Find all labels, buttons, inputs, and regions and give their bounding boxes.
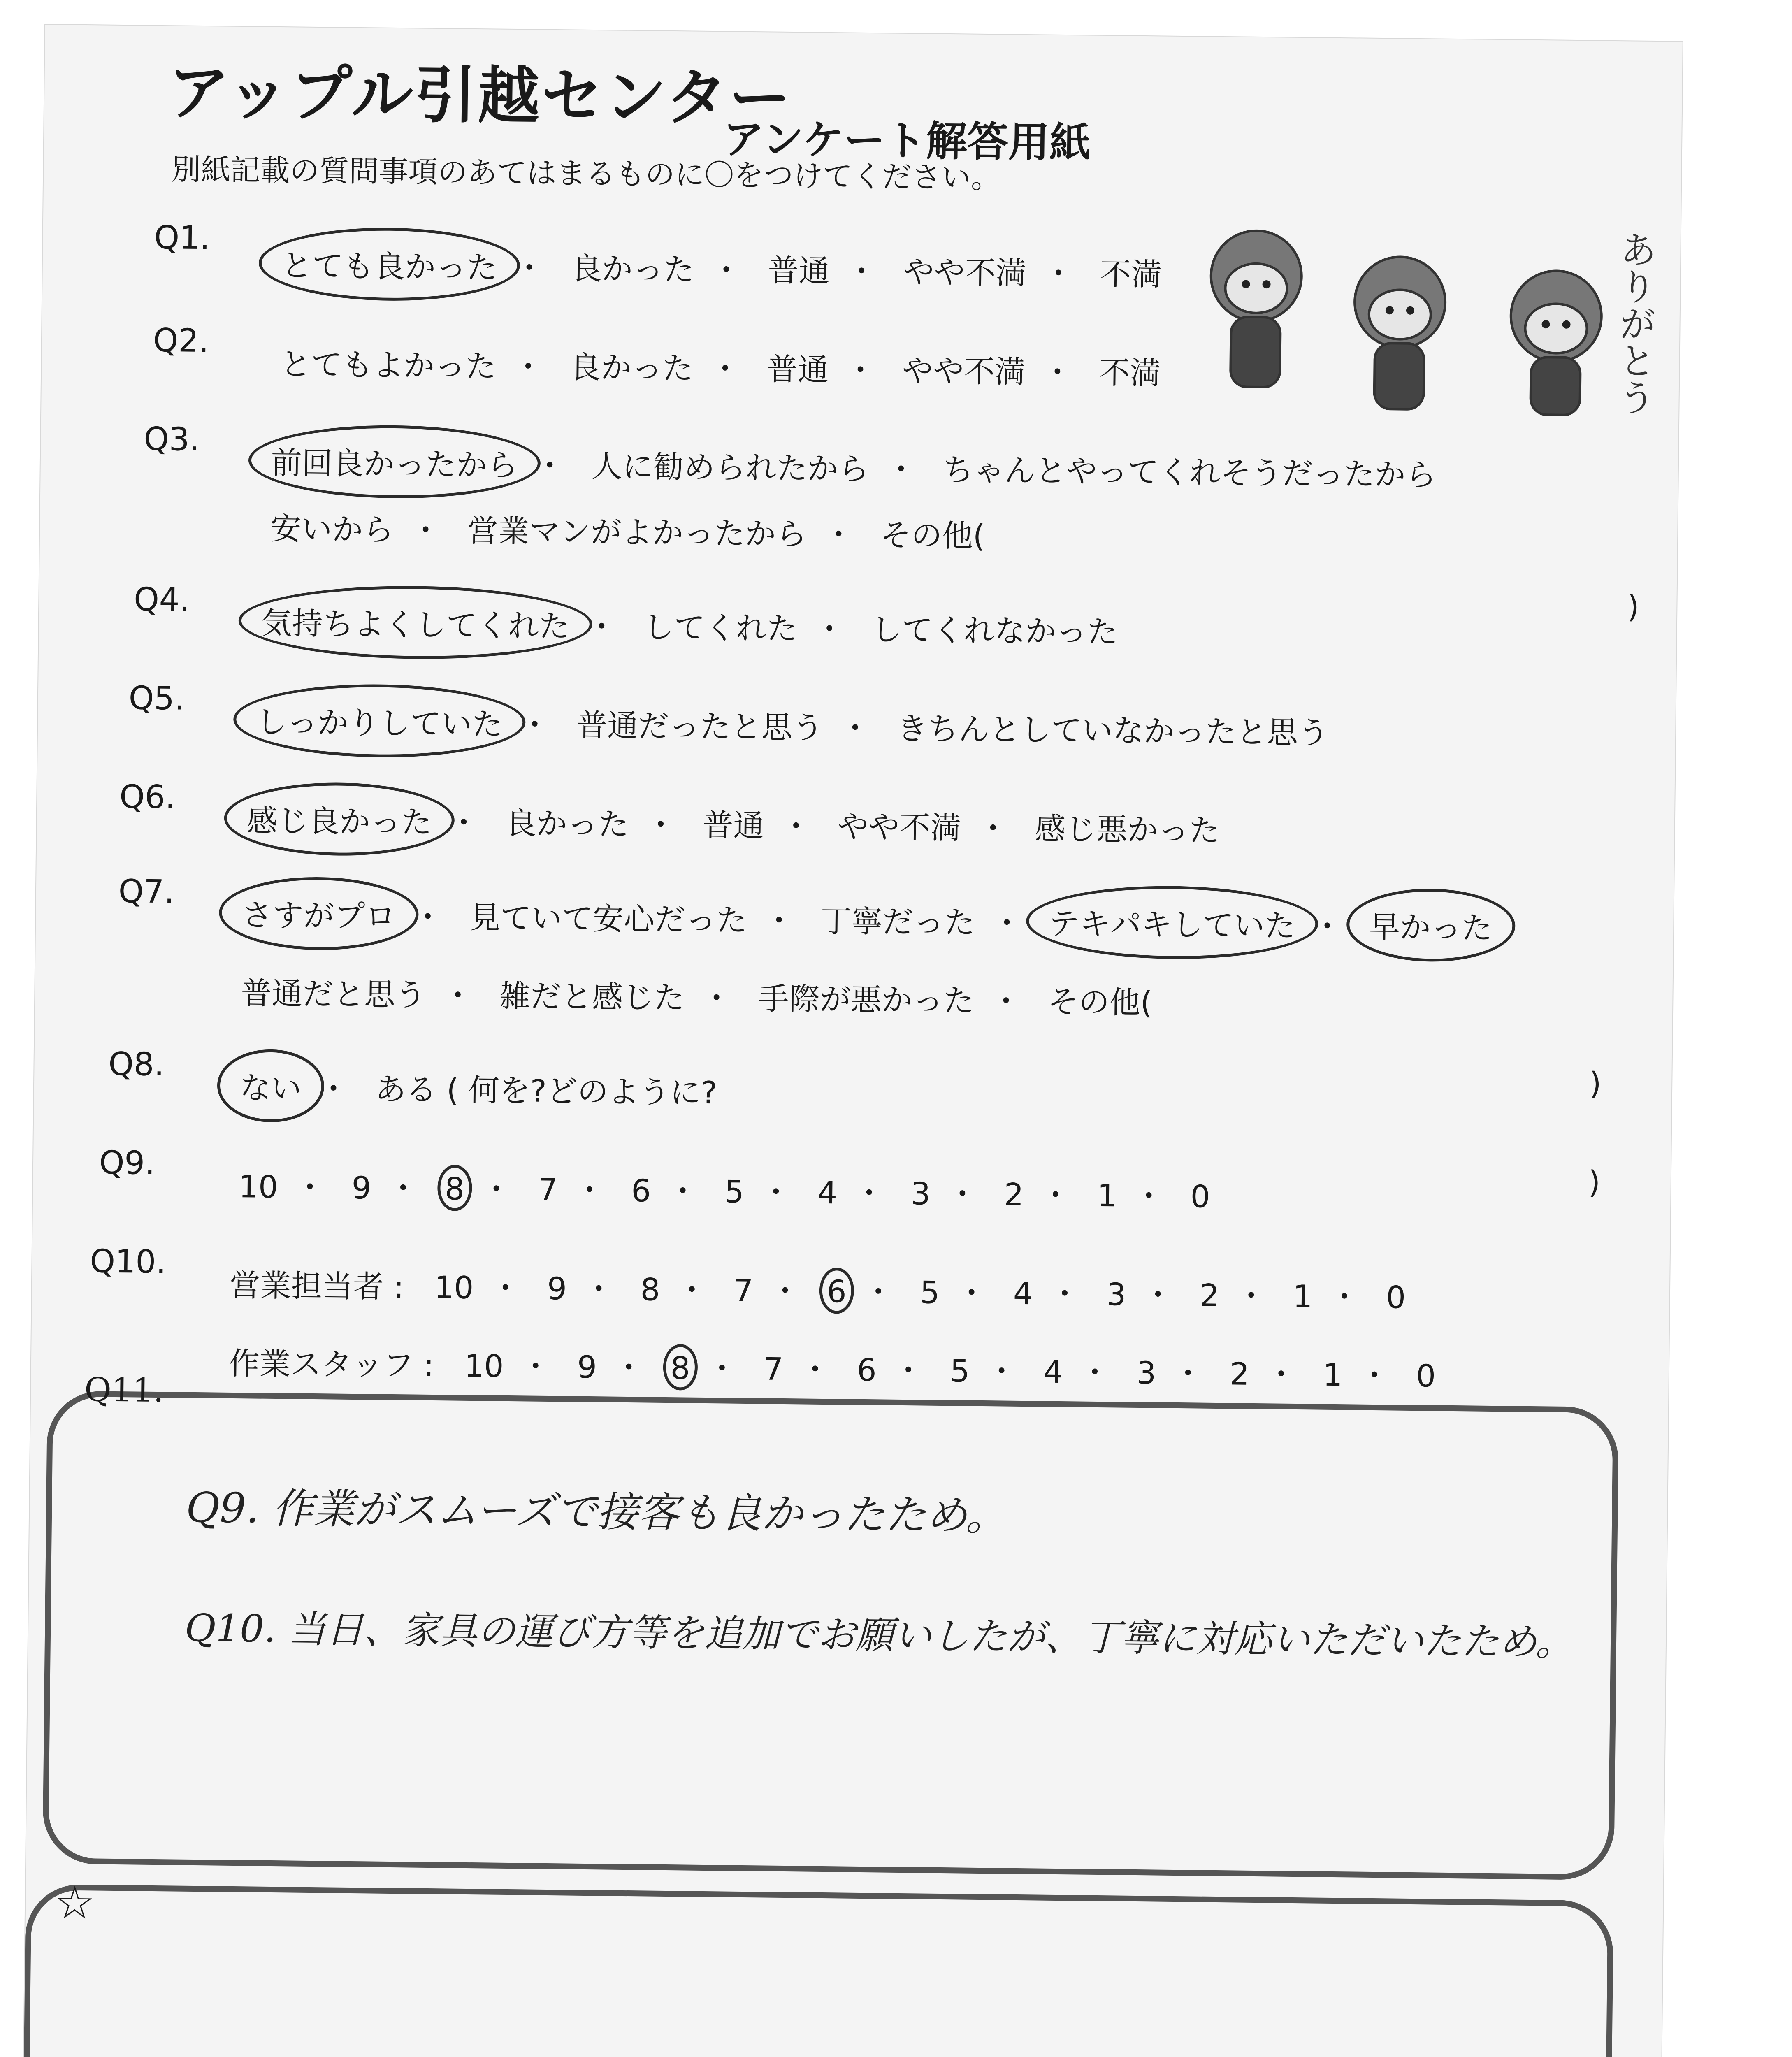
q5-option[interactable]: きちんとしていなかったと思う	[896, 710, 1329, 751]
q9-option[interactable]: 3	[910, 1175, 931, 1212]
q10-staff-option[interactable]: 1	[1323, 1356, 1343, 1393]
q7-options: さすがプロ ・ 見ていて安心だった ・ 丁寧だった ・ テキパキしていた ・ 早かった	[241, 891, 1493, 948]
q9-option[interactable]: 5	[724, 1173, 745, 1210]
q9-option[interactable]: 8	[444, 1170, 465, 1207]
q3-option[interactable]: 営業マンがよかったから	[467, 512, 807, 553]
q8-options: ない ・ ある ( 何を?どのように?	[239, 1063, 717, 1112]
q10-sales-option[interactable]: 10	[434, 1269, 474, 1306]
q10-sales-option[interactable]: 5	[919, 1274, 940, 1311]
q9-close-paren: )	[1588, 1164, 1601, 1200]
q3-number: Q3.	[143, 420, 200, 458]
q10-staff-option[interactable]: 8	[670, 1350, 690, 1386]
q9-option[interactable]: 0	[1190, 1178, 1211, 1215]
q2-option[interactable]: やや不満	[902, 352, 1026, 390]
q9-option[interactable]: 1	[1097, 1177, 1117, 1214]
q10-staff-scale: 作業スタッフ : 10 ・ 9 ・ 8 ・ 7 ・ 6 ・ 5 ・ 4 ・ 3 ・ 2 ・ 1 ・ 0	[228, 1339, 1436, 1396]
q2-option[interactable]: 不満	[1099, 354, 1161, 392]
q3-options: 前回良かったから ・ 人に勧められたから ・ ちゃんとやってくれそうだったから	[271, 439, 1437, 495]
q1-option[interactable]: 良かった	[571, 250, 695, 288]
q10-staff-option[interactable]: 3	[1136, 1354, 1156, 1391]
q1-number: Q1.	[154, 219, 210, 257]
q5-option[interactable]: 普通だったと思う	[576, 707, 824, 746]
q2-option[interactable]: 良かった	[569, 349, 694, 387]
q10-sales-option[interactable]: 4	[1013, 1275, 1033, 1312]
q10-sales-option[interactable]: 8	[640, 1271, 660, 1308]
q7-option[interactable]: さすがプロ	[241, 891, 396, 936]
q7-options-row2: 普通だと思う ・ 雑だと感じた ・ 手際が悪かった ・ その他(	[241, 969, 1153, 1022]
q10-staff-option[interactable]: 7	[763, 1351, 784, 1387]
q6-option[interactable]: 良かった	[505, 805, 629, 843]
q8-option[interactable]: ない	[239, 1063, 302, 1108]
q8-close-paren: )	[1589, 1065, 1602, 1102]
q9-option[interactable]: 10	[238, 1168, 279, 1205]
q7-option[interactable]: その他(	[1047, 983, 1153, 1021]
q7-option[interactable]: 見ていて安心だった	[469, 899, 747, 938]
q3-option[interactable]: その他(	[880, 517, 985, 554]
free-comment-box[interactable]	[21, 1884, 1614, 2057]
q1-option[interactable]: とても良かった	[281, 241, 497, 287]
q5-number: Q5.	[128, 680, 185, 717]
q7-option[interactable]: テキパキしていた	[1048, 899, 1295, 946]
q10-sales-option[interactable]: 7	[733, 1272, 754, 1309]
q10-staff-option[interactable]: 5	[949, 1353, 970, 1389]
q9-option[interactable]: 6	[631, 1172, 651, 1209]
q7-option[interactable]: 普通だと思う	[240, 975, 426, 1013]
q4-option[interactable]: 気持ちよくしてくれた	[261, 599, 570, 646]
q4-options: 気持ちよくしてくれた ・ してくれた ・ してくれなかった	[261, 599, 1118, 652]
q9-option[interactable]: 4	[817, 1174, 838, 1211]
company-title: アップル引越センター	[167, 57, 793, 135]
q6-number: Q6.	[119, 778, 176, 816]
q2-option[interactable]: 普通	[766, 351, 829, 388]
q9-option[interactable]: 2	[1004, 1176, 1024, 1213]
q10-staff-option[interactable]: 9	[577, 1349, 597, 1386]
q8-option[interactable]: ある ( 何を?どのように?	[375, 1071, 717, 1111]
q9-number: Q9.	[99, 1144, 156, 1182]
q5-option[interactable]: しっかりしていた	[256, 697, 503, 744]
q5-options: しっかりしていた ・ 普通だったと思う ・ きちんとしていなかったと思う	[256, 697, 1329, 752]
mascot-thanks-text: ありがとう	[1611, 230, 1657, 416]
q10-sales-option[interactable]: 1	[1293, 1278, 1313, 1315]
q3-option[interactable]: 人に勧められたから	[591, 448, 870, 488]
q8-number: Q8.	[108, 1045, 165, 1084]
q3-option[interactable]: 安いから	[270, 510, 394, 548]
form-subtitle: アンケート解答用紙	[722, 115, 1091, 167]
q10-sales-option[interactable]: 3	[1106, 1276, 1126, 1313]
q7-option[interactable]: 雑だと感じた	[499, 977, 685, 1016]
q11-comment-line2: Q10. 当日、家具の運び方等を追加でお願いしたが、丁寧に対応いただいたため。	[184, 1606, 1574, 1665]
q6-option[interactable]: 感じ悪かった	[1034, 810, 1220, 849]
q6-option[interactable]: やや不満	[837, 808, 961, 846]
q6-option[interactable]: 感じ良かった	[246, 796, 432, 842]
q2-number: Q2.	[153, 322, 209, 360]
survey-sheet	[18, 25, 1683, 2057]
q2-options: とてもよかった ・ 良かった ・ 普通 ・ やや不満 ・ 不満	[280, 340, 1161, 393]
q11-label: Q11.	[84, 1370, 164, 1410]
q10-staff-option[interactable]: 0	[1416, 1358, 1436, 1394]
q7-option[interactable]: 早かった	[1369, 903, 1493, 948]
q3-options-row2: 安いから ・ 営業マンがよかったから ・ その他(	[270, 504, 985, 556]
q1-option[interactable]: やや不満	[903, 253, 1027, 292]
star-icon: ☆	[54, 1876, 95, 1929]
q10-sales-option[interactable]: 6	[826, 1273, 847, 1310]
q4-number: Q4.	[133, 581, 190, 619]
q1-option[interactable]: 普通	[768, 252, 830, 289]
q10-sales-label: 営業担当者 :	[229, 1267, 404, 1305]
monkey-mascots-illustration	[1185, 152, 1681, 420]
q4-option[interactable]: してくれなかった	[871, 611, 1118, 650]
q10-sales-option[interactable]: 2	[1199, 1277, 1220, 1314]
q10-number: Q10.	[90, 1243, 167, 1281]
q7-number: Q7.	[118, 873, 175, 911]
q7-option[interactable]: 丁寧だった	[820, 903, 975, 941]
q10-staff-label: 作業スタッフ :	[228, 1345, 434, 1384]
q10-staff-option[interactable]: 2	[1229, 1356, 1250, 1392]
instruction-text: 別紙記載の質問事項のあてはまるものに〇をつけてください。	[171, 152, 1001, 195]
q10-staff-option[interactable]: 10	[464, 1347, 504, 1384]
q3-option[interactable]: ちゃんとやってくれそうだったから	[942, 451, 1437, 493]
q6-options: 感じ良かった ・ 良かった ・ 普通 ・ やや不満 ・ 感じ悪かった	[246, 796, 1220, 850]
q10-sales-option[interactable]: 9	[547, 1270, 567, 1307]
q10-staff-option[interactable]: 6	[857, 1351, 877, 1388]
q1-options: とても良かった ・ 良かった ・ 普通 ・ やや不満 ・ 不満	[281, 241, 1162, 294]
q9-option[interactable]: 9	[351, 1169, 371, 1206]
q1-option[interactable]: 不満	[1100, 255, 1162, 293]
q9-scale: 10 ・ 9 ・ 8 ・ 7 ・ 6 ・ 5 ・ 4 ・ 3 ・ 2 ・ 1 ・ 0	[238, 1168, 1211, 1215]
q7-option[interactable]: 手際が悪かった	[758, 980, 975, 1019]
q4-option[interactable]: してくれた	[643, 609, 798, 647]
q11-comment-line1: Q9. 作業がスムーズで接客も良かったため。	[186, 1483, 1007, 1540]
q10-staff-option[interactable]: 4	[1043, 1354, 1063, 1391]
q10-sales-option[interactable]: 0	[1386, 1279, 1406, 1316]
q6-option[interactable]: 普通	[702, 807, 764, 844]
q9-option[interactable]: 7	[538, 1171, 558, 1208]
q10-sales-scale: 営業担当者 : 10 ・ 9 ・ 8 ・ 7 ・ 6 ・ 5 ・ 4 ・ 3 ・ 2 ・ 1 ・ 0	[229, 1261, 1406, 1317]
q4-close-paren: )	[1627, 588, 1640, 625]
q3-option[interactable]: 前回良かったから	[271, 439, 518, 485]
q2-option[interactable]: とてもよかった	[280, 346, 497, 385]
